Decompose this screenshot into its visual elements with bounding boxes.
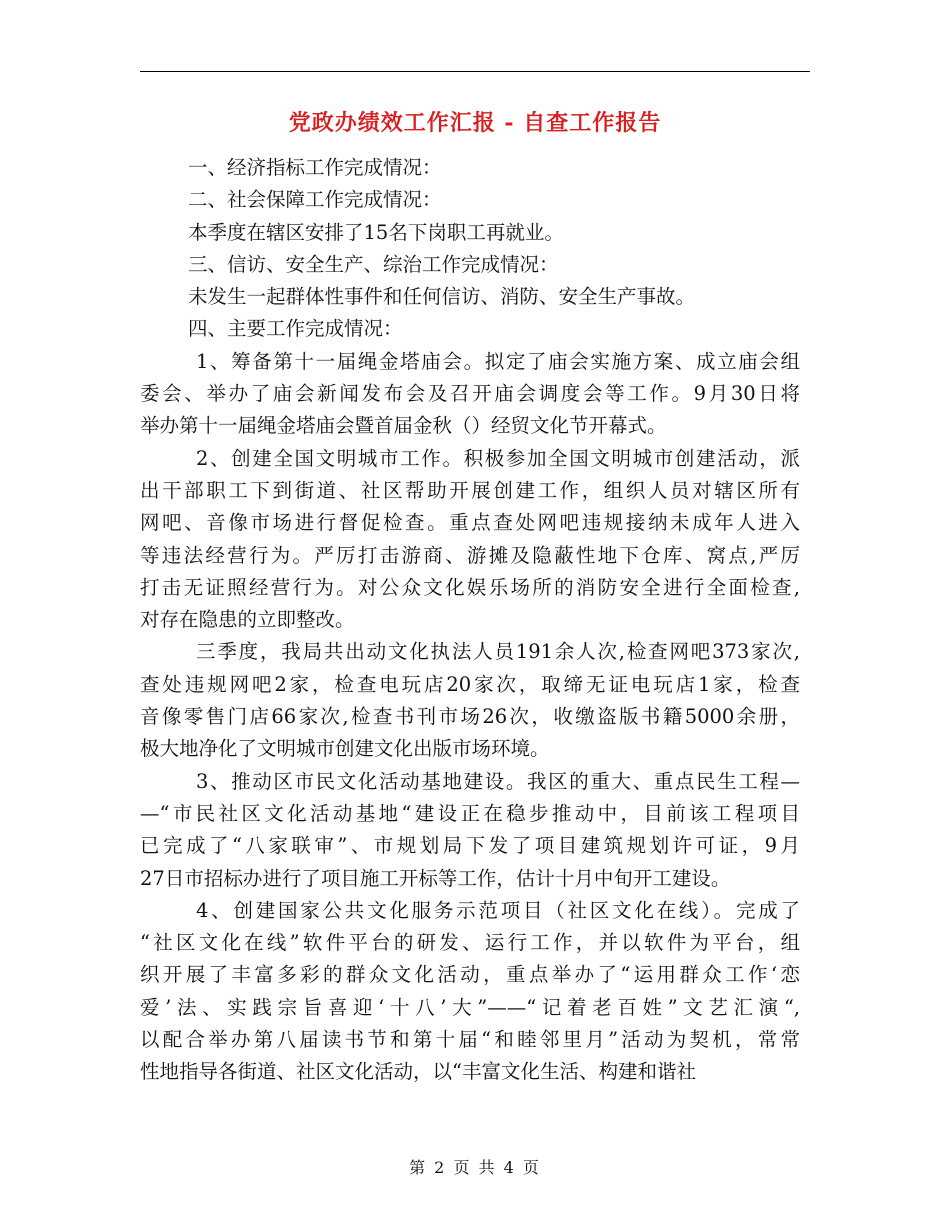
paragraph-line: 3、推动区市民文化活动基地建设。我区的重大、重点民生工程— — [196, 769, 800, 793]
paragraph-line: 打击无证照经营行为。对公众文化娱乐场所的消防安全进行全面检查, — [140, 575, 800, 599]
paragraph-line: 4、创建国家公共文化服务示范项目（社区文化在线）。完成了 — [196, 898, 800, 922]
page-number-footer: 第 2 页 共 4 页 — [409, 1158, 541, 1177]
paragraph-line: 本季度在辖区安排了15名下岗职工再就业。 — [188, 220, 564, 244]
paragraph-line: 音像零售门店66家次,检查书刊市场26次，收缴盗版书籍5000余册， — [140, 705, 800, 729]
section-heading: 三、信访、安全生产、综治工作完成情况： — [188, 252, 559, 276]
paragraph-line: 爱’法、实践宗旨喜迎‘十八’大”——“记着老百姓”文艺汇演“, — [140, 995, 800, 1019]
paragraph-line: 27日市招标办进行了项目施工开标等工作，估计十月中旬开工建设。 — [140, 866, 731, 890]
paragraph-line: 1、筹备第十一届绳金塔庙会。拟定了庙会实施方案、成立庙会组 — [196, 349, 800, 373]
paragraph-line: 性地指导各街道、社区文化活动，以“丰富文化生活、构建和谐社 — [140, 1060, 696, 1084]
paragraph-line: 2、创建全国文明城市工作。积极参加全国文明城市创建活动，派 — [196, 446, 800, 470]
paragraph-line: —“市民社区文化活动基地“建设正在稳步推动中，目前该工程项目 — [140, 801, 800, 825]
paragraph-line: 已完成了“八家联审”、市规划局下发了项目建筑规划许可证，9月 — [140, 834, 800, 858]
document-body — [140, 152, 800, 1089]
paragraph-line: 出干部职工下到街道、社区帮助开展创建工作，组织人员对辖区所有 — [140, 478, 800, 502]
paragraph-line: 未发生一起群体性事件和任何信访、消防、安全生产事故。 — [188, 285, 696, 309]
paragraph-line: 举办第十一届绳金塔庙会暨首届金秋（）经贸文化节开幕式。 — [140, 414, 667, 438]
paragraph-line: 等违法经营行为。严厉打击游商、游摊及隐蔽性地下仓库、窝点,严厉 — [140, 543, 800, 567]
header-rule — [140, 71, 810, 72]
paragraph-line: 对存在隐患的立即整改。 — [140, 608, 355, 632]
paragraph-line: 极大地净化了文明城市创建文化出版市场环境。 — [140, 737, 550, 761]
paragraph-line: “社区文化在线”软件平台的研发、运行工作，并以软件为平台，组 — [140, 931, 800, 955]
paragraph-line: 查处违规网吧2家，检查电玩店20家次，取缔无证电玩店1家，检查 — [140, 672, 800, 696]
paragraph-line: 三季度，我局共出动文化执法人员191余人次,检查网吧373家次, — [196, 640, 800, 664]
section-heading: 四、主要工作完成情况： — [188, 317, 403, 341]
paragraph-line: 委会、举办了庙会新闻发布会及召开庙会调度会等工作。9月30日将 — [140, 382, 800, 406]
section-heading: 一、经济指标工作完成情况： — [188, 156, 442, 179]
document-title: 党政办绩效工作汇报 - 自查工作报告 — [288, 110, 662, 136]
section-heading: 二、社会保障工作完成情况： — [188, 188, 442, 212]
paragraph-line: 以配合举办第八届读书节和第十届“和睦邻里月”活动为契机，常常 — [140, 1028, 800, 1052]
paragraph-line: 织开展了丰富多彩的群众文化活动，重点举办了“运用群众工作‘恋 — [140, 963, 800, 987]
paragraph-line: 网吧、音像市场进行督促检查。重点查处网吧违规接纳未成年人进入 — [140, 511, 800, 535]
